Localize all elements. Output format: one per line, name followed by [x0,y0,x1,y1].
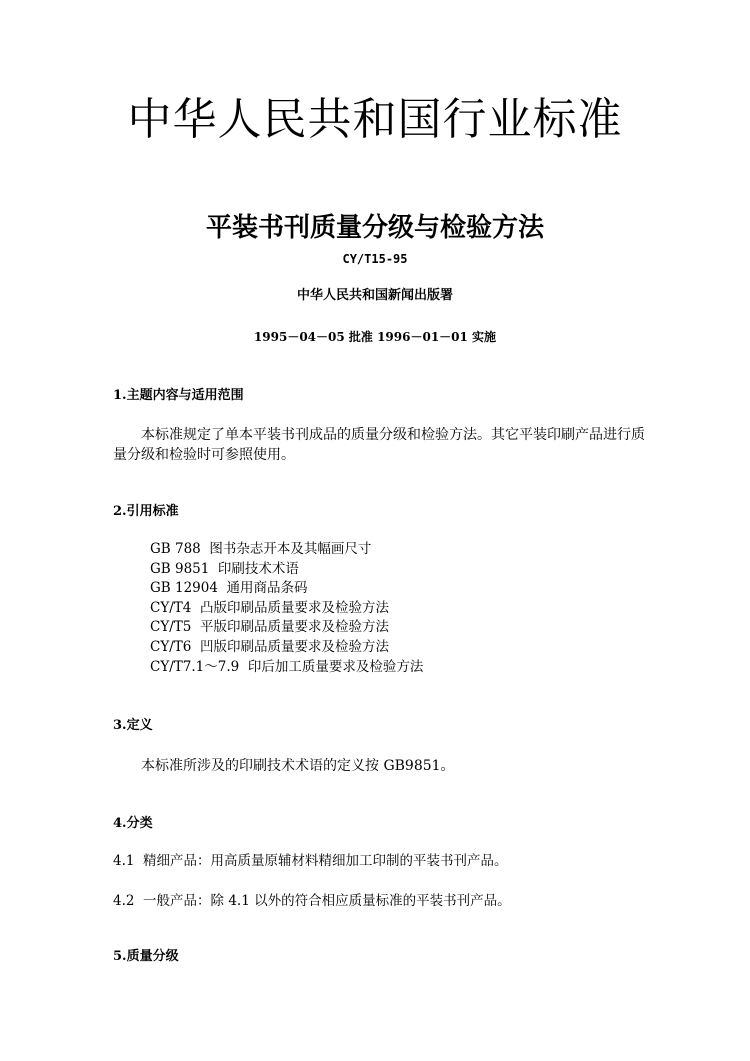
issuing-authority: 中华人民共和国新闻出版署 [296,288,453,303]
reference-item: GB 9851 印刷技术术语 [150,560,299,577]
section-3-paragraph: 本标准所涉及的印刷技术术语的定义按 GB9851。 [141,758,455,774]
clause-4-2: 4.2 一般产品：除 4.1 以外的符合相应质量标准的平装书刊产品。 [113,893,511,909]
approval-effective-dates: 1995－04－05 批准 1996－01－01 实施 [253,330,497,344]
section-5-heading: 5.质量分级 [113,949,179,964]
section-2-heading: 2.引用标准 [113,504,179,519]
reference-item: CY/T4 凸版印刷品质量要求及检验方法 [150,599,389,616]
section-1-paragraph: 本标准规定了单本平装书刊成品的质量分级和检验方法。其它平装印刷产品进行质量分级和检验时可参照使用。 [113,427,645,463]
reference-item: GB 12904 通用商品条码 [150,580,308,597]
reference-item: CY/T7.1～7.9 印后加工质量要求及检验方法 [150,658,424,675]
standard-code: CY/T15-95 [342,252,408,266]
reference-list [150,540,423,677]
main-title: 中华人民共和国行业标准 [127,94,623,145]
reference-item: CY/T6 凹版印刷品质量要求及检验方法 [150,638,389,655]
reference-item: CY/T5 平版印刷品质量要求及检验方法 [150,619,389,636]
clause-4-1: 4.1 精细产品：用高质量原辅材料精细加工印制的平装书刊产品。 [113,853,508,869]
section-4-heading: 4.分类 [113,816,153,831]
section-3-heading: 3.定义 [113,718,153,733]
reference-item: GB 788 图书杂志开本及其幅画尺寸 [150,541,372,557]
section-1-heading: 1.主题内容与适用范围 [113,388,244,403]
document-title: 平装书刊质量分级与检验方法 [205,213,544,243]
